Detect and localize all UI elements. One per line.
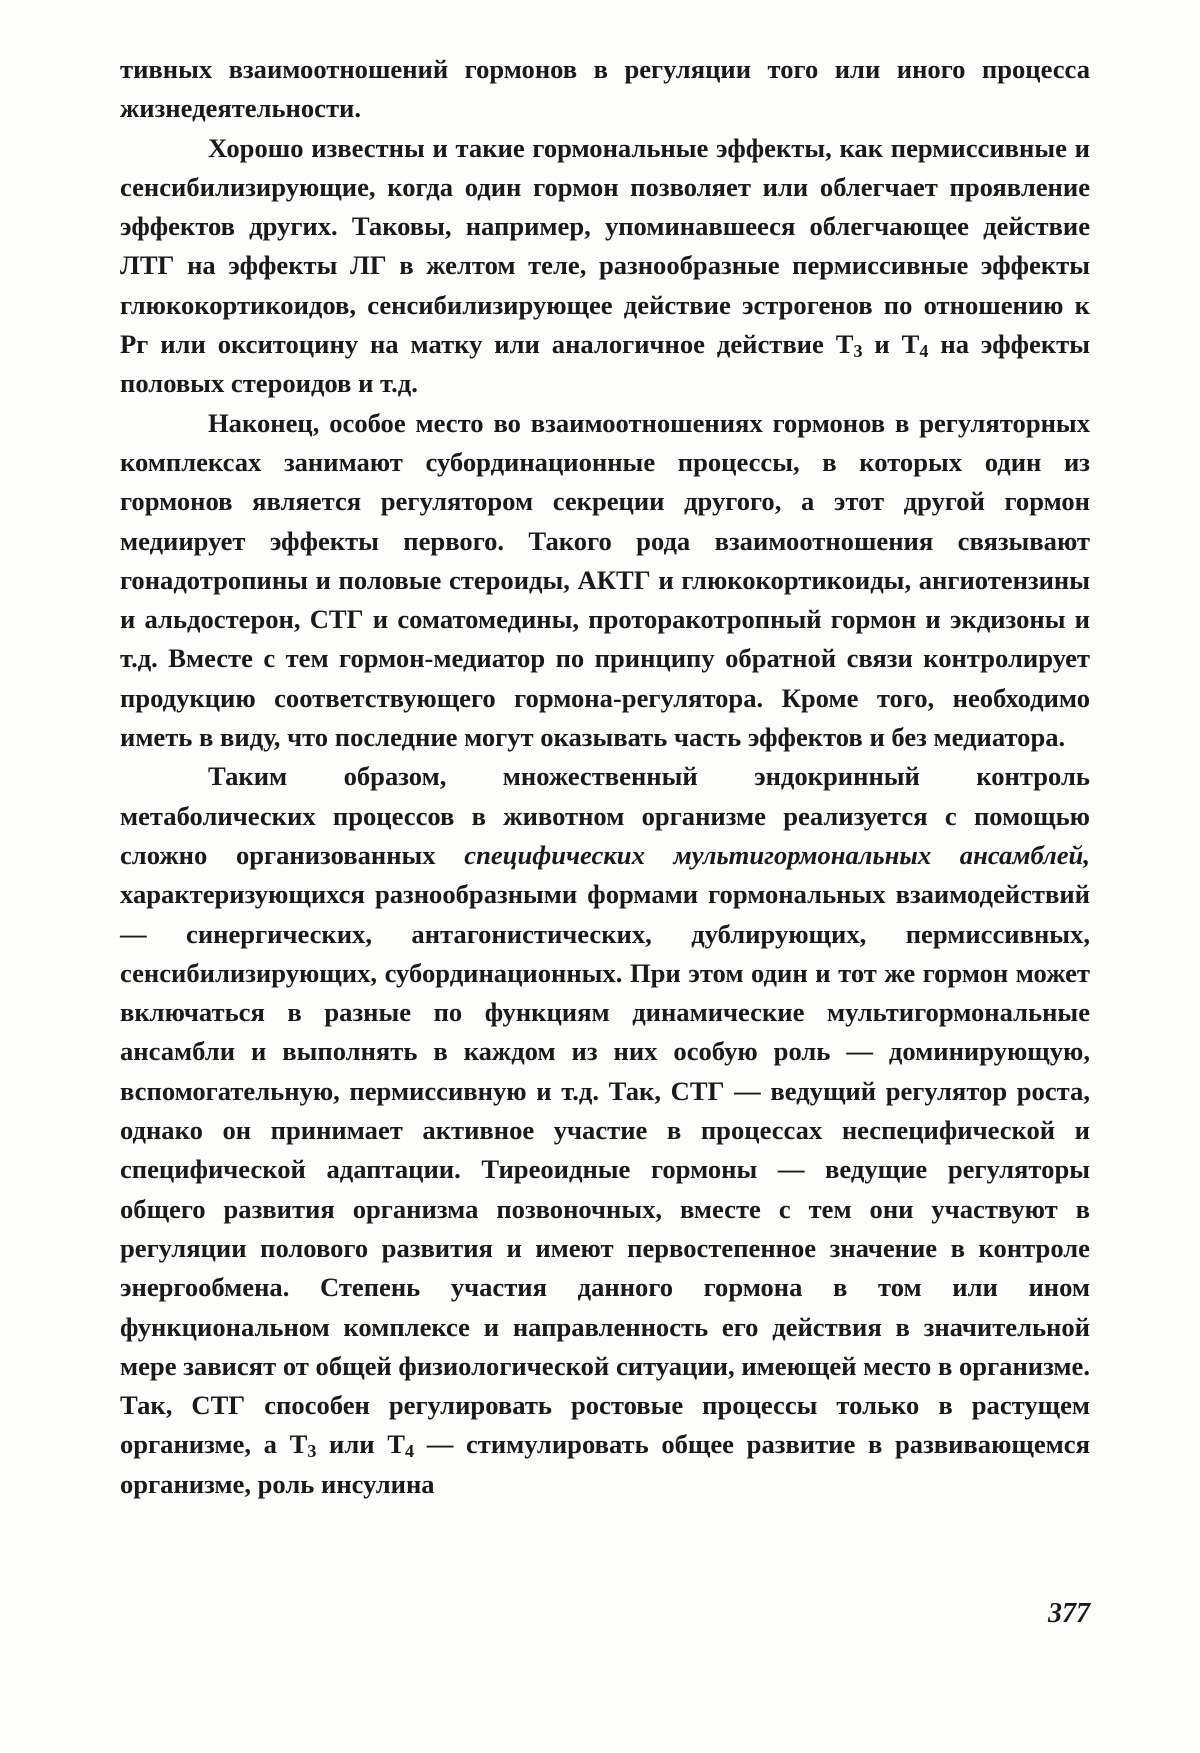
text-run: Таким образом, множественный эндокринный контроль метаболических процессов в животном организме реализуется с помощью сложно организованных	[120, 761, 1090, 870]
text-run: характеризующихся разнообразными формами гормональных взаимодействий — синергических, антагонистических, дублирующих, пермиссивных, сенсибилизирующих, субординационных. При этом один и тот же гормон может включаться в разные по функциям динамические мультигормональные ансамбли и выполнять в каждом из них особую роль — доминирующую, вспомогательную, пермиссивную и т.д. Так, СТГ — ведущий регулятор роста, однако он принимает активное участие в процессах неспецифической и специфической адаптации. Тиреоидные гормоны — ведущие регуляторы общего развития организма позвоночных, вместе с тем они участвуют в регуляции полового развития и имеют первостепенное значение в контроле энергообмена. Степень участия данного гормона в том или ином функциональном комплексе и направленность его действия в значительной мере зависят от общей физиологической ситуации, имеющей место в организме. Так, СТГ способен регулировать ростовые процессы только в растущем организме, а Т	[120, 879, 1090, 1460]
subscript: 4	[919, 341, 929, 362]
italic-term: специфических мультигормональных ансамблей,	[464, 839, 1090, 870]
page-number: 377	[1048, 1598, 1090, 1629]
subscript: 3	[853, 341, 863, 362]
paragraph	[120, 404, 1090, 758]
text-run: Наконец, особое место во взаимоотношениях гормонов в регуляторных комплексах занимают субординационные процессы, в которых один из гормонов является регулятором секреции другого, а этот другой гормон медиирует эффекты первого. Такого рода взаимоотношения связывают гонадотропины и половые стероиды, АКТГ и глюкокортикоиды, ангиотензины и альдостерон, СТГ и соматомедины, проторакотропный гормон и экдизоны и т.д. Вместе с тем гормон-медиатор по принципу обратной связи контролирует продукцию соответствующего гормона-регулятора. Кроме того, необходимо иметь в виду, что последние могут оказывать часть эффектов и без медиатора.	[120, 407, 1090, 753]
paragraph	[120, 129, 1090, 404]
paragraph	[120, 757, 1090, 1504]
subscript: 4	[405, 1441, 415, 1462]
text-run: и Т	[862, 329, 920, 360]
text-run: на эффекты половых стероидов и т.д.	[120, 329, 1091, 399]
paragraph	[120, 50, 1090, 129]
text-run: — стимулировать общее развитие в развивающемся организме, роль инсулина	[120, 1429, 1090, 1499]
text-run: или Т	[316, 1429, 406, 1460]
subscript: 3	[307, 1441, 317, 1462]
text-run: Хорошо известны и такие гормональные эффекты, как пермиссивные и сенсибилизирующие, когда один гормон позволяет или облегчает проявление эффектов других. Таковы, например, упоминавшееся облегчающее действие ЛТГ на эффекты ЛГ в желтом теле, разнообразные пермиссивные эффекты глюкокортикоидов, сенсибилизирующее действие эстрогенов по отношению к Рг или окситоцину на матку или аналогичное действие Т	[120, 132, 1090, 360]
text-run: тивных взаимоотношений гормонов в регуляции того или иного процесса жизнедеятельности.	[120, 54, 1090, 124]
body-text	[120, 50, 1090, 1504]
